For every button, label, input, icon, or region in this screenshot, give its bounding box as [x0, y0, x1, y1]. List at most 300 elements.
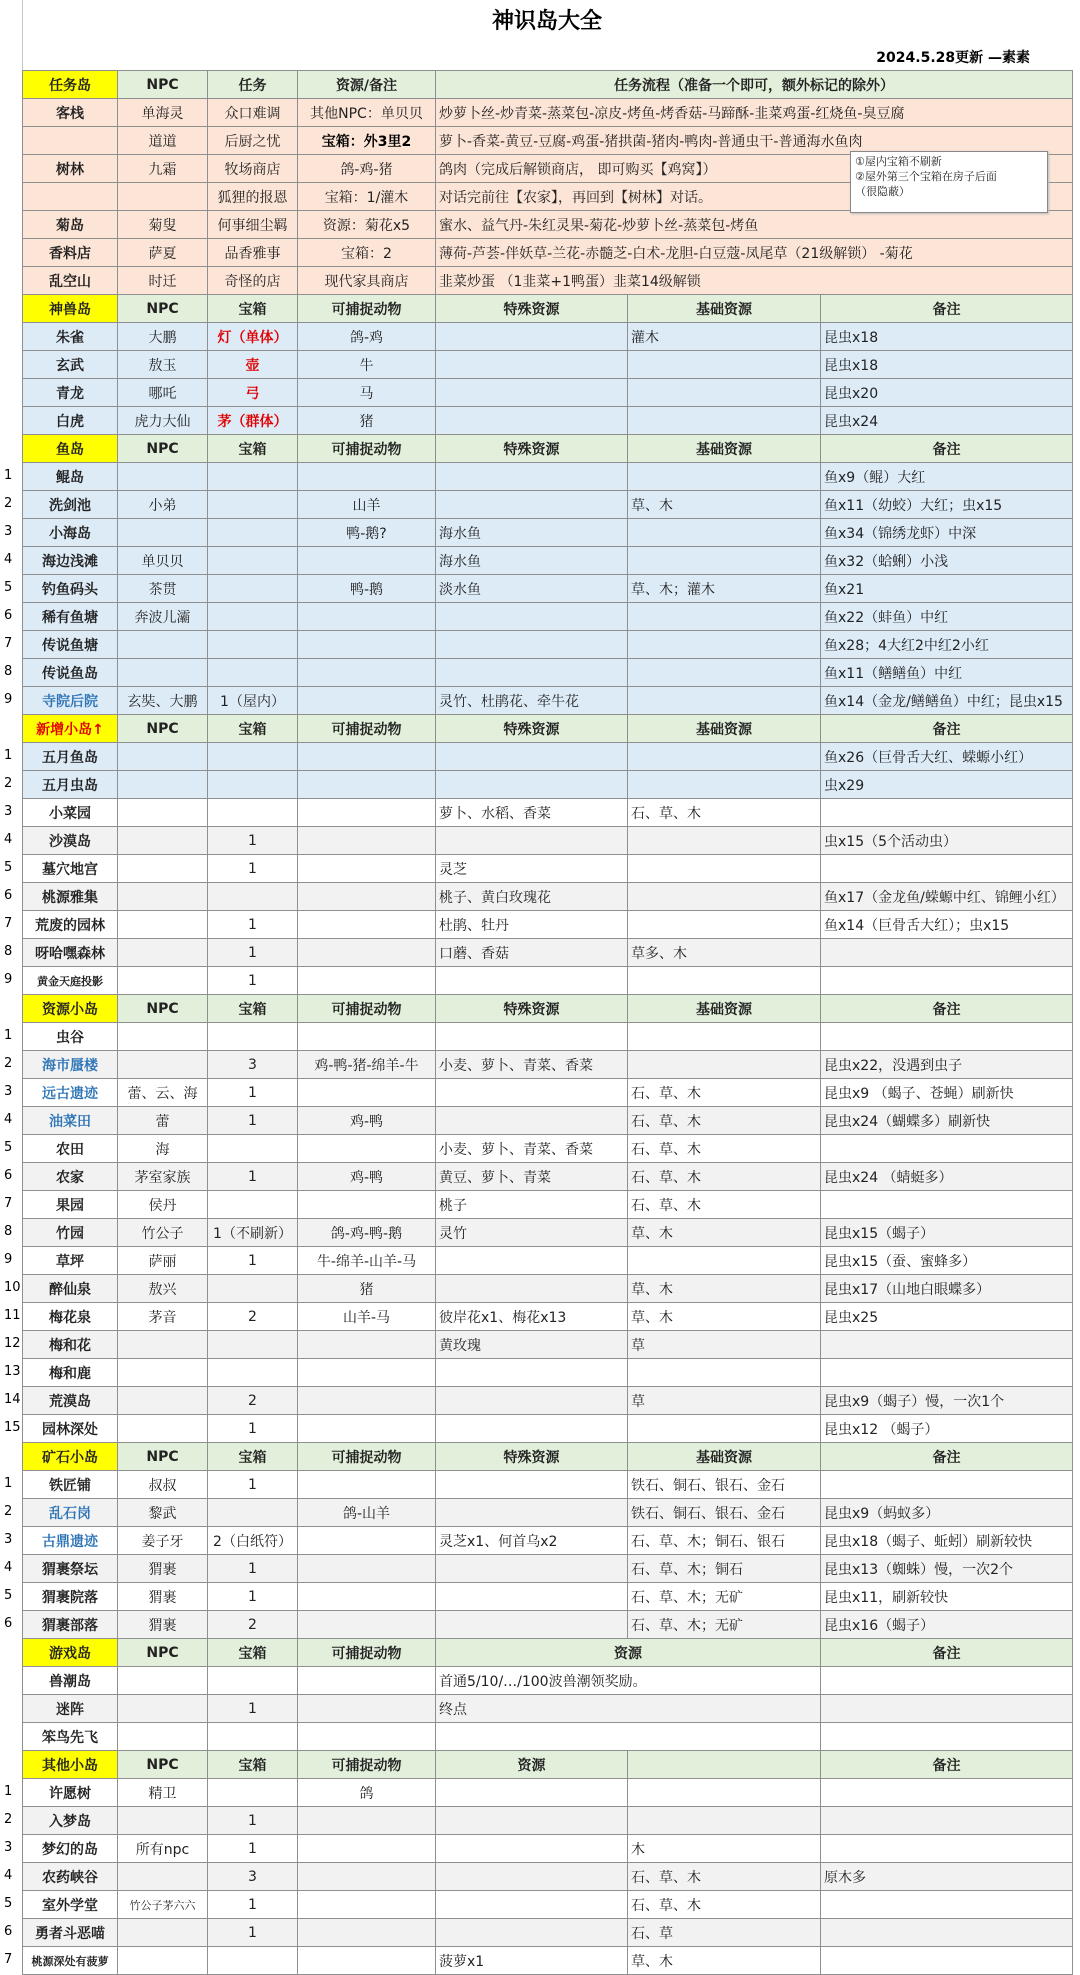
row-number: 6: [4, 1616, 13, 1631]
table-row: [23, 1415, 1073, 1443]
cell: [208, 771, 298, 799]
cell: 昆虫x9 （蝎子、苍蝇）刷新快: [821, 1079, 1073, 1107]
cell: [436, 1023, 628, 1051]
cell: 1: [208, 1807, 298, 1835]
cell: [628, 379, 821, 407]
cell: 鸽-鸡-鸭-鹅: [298, 1219, 436, 1247]
island-name: 草坪: [23, 1247, 118, 1275]
cell: [436, 827, 628, 855]
task-cell: 鸽-鸡-猪: [298, 155, 436, 183]
cell: 海水鱼: [436, 547, 628, 575]
column-header: 备注: [821, 715, 1073, 743]
cell: [628, 1779, 821, 1807]
cell: 石、草、木: [628, 1135, 821, 1163]
cell: 石、草、木: [628, 799, 821, 827]
cell: [118, 631, 208, 659]
cell: [628, 547, 821, 575]
cell: [298, 1835, 436, 1863]
cell: [436, 491, 628, 519]
cell: [436, 1275, 628, 1303]
cell: [298, 547, 436, 575]
cell: [118, 659, 208, 687]
task-cell: 蜜水、益气丹-朱红灵果-菊花-炒萝卜丝-蒸菜包-烤鱼: [436, 211, 1073, 239]
island-name: 醉仙泉: [23, 1275, 118, 1303]
cell: 1: [208, 1247, 298, 1275]
column-header: 任务流程（准备一个即可，额外标记的除外）: [436, 71, 1073, 99]
cell: [208, 1023, 298, 1051]
task-cell: 奇怪的店: [208, 267, 298, 295]
island-name: 洗剑池: [23, 491, 118, 519]
island-name: 五月虫岛: [23, 771, 118, 799]
cell: [436, 1863, 628, 1891]
island-name: 果园: [23, 1191, 118, 1219]
section-title: 任务岛: [23, 71, 118, 99]
cell: 昆虫x15（蚕、蜜蜂多）: [821, 1247, 1073, 1275]
section-title: 鱼岛: [23, 435, 118, 463]
cell: 1: [208, 1107, 298, 1135]
column-header: 宝箱: [208, 1443, 298, 1471]
cell: [628, 1051, 821, 1079]
cell: [821, 1695, 1073, 1723]
cell: [436, 1107, 628, 1135]
cell: [298, 827, 436, 855]
row-number: 11: [4, 1308, 21, 1323]
cell: 草多、木: [628, 939, 821, 967]
cell: [208, 519, 298, 547]
island-name: 桃源雅集: [23, 883, 118, 911]
column-header: 可捕捉动物: [298, 1751, 436, 1779]
island-name: 青龙: [23, 379, 118, 407]
cell: 桃子: [436, 1191, 628, 1219]
cell: [628, 743, 821, 771]
cell: [436, 1387, 628, 1415]
task-cell: 牧场商店: [208, 155, 298, 183]
row-number: 13: [4, 1364, 21, 1379]
cell: [298, 1331, 436, 1359]
island-name: 远古遗迹: [23, 1079, 118, 1107]
cell: [436, 463, 628, 491]
task-cell: 韭菜炒蛋 （1韭菜+1鸭蛋）韭菜14级解锁: [436, 267, 1073, 295]
section-header: [23, 71, 1073, 99]
cell: [118, 939, 208, 967]
cell: 猪: [298, 407, 436, 435]
cell: 奔波儿灞: [118, 603, 208, 631]
table-row: [23, 883, 1073, 911]
column-header: [628, 1751, 821, 1779]
table-row: [23, 659, 1073, 687]
cell: 牛: [298, 351, 436, 379]
cell: [436, 1891, 628, 1919]
cell: 小麦、萝卜、青菜、香菜: [436, 1051, 628, 1079]
cell: 茅室家族: [118, 1163, 208, 1191]
cell: 石、草、木: [628, 1163, 821, 1191]
cell: [628, 1247, 821, 1275]
cell: 鱼x14（金龙/鳝鳝鱼）中红；昆虫x15: [821, 687, 1073, 715]
cell: 灯（单体）: [208, 323, 298, 351]
table-row: [23, 491, 1073, 519]
cell: [821, 1667, 1073, 1695]
cell: 昆虫x24: [821, 407, 1073, 435]
cell: 灌木: [628, 323, 821, 351]
cell: [298, 1079, 436, 1107]
island-name: 海市蜃楼: [23, 1051, 118, 1079]
section-header: [23, 995, 1073, 1023]
cell: [298, 799, 436, 827]
column-header: 可捕捉动物: [298, 295, 436, 323]
cell: [436, 379, 628, 407]
table-row: [23, 799, 1073, 827]
cell: [628, 631, 821, 659]
column-header: NPC: [118, 295, 208, 323]
cell: 鱼x21: [821, 575, 1073, 603]
cell: 哪吒: [118, 379, 208, 407]
island-name: 农药峡谷: [23, 1863, 118, 1891]
cell: [436, 1359, 628, 1387]
cell: 山羊-马: [298, 1303, 436, 1331]
cell: [628, 687, 821, 715]
cell: 鸭-鹅: [298, 575, 436, 603]
cell: 昆虫x20: [821, 379, 1073, 407]
cell: [628, 827, 821, 855]
cell: [118, 1723, 208, 1751]
cell: 昆虫x13（蜘蛛）慢，一次2个: [821, 1555, 1073, 1583]
cell: 昆虫x16（蝎子）: [821, 1611, 1073, 1639]
table-row: [23, 463, 1073, 491]
cell: [436, 1835, 628, 1863]
island-name: 墓穴地宫: [23, 855, 118, 883]
cell: 石、草、木: [628, 1107, 821, 1135]
column-header: 可捕捉动物: [298, 1443, 436, 1471]
cell: 鱼x22（蚌鱼）中红: [821, 603, 1073, 631]
row-number: 7: [4, 1196, 13, 1211]
column-header: NPC: [118, 1751, 208, 1779]
task-cell: 资源：菊花x5: [298, 211, 436, 239]
cell: [208, 1331, 298, 1359]
task-cell: 狐狸的报恩: [208, 183, 298, 211]
island-table: [22, 70, 1073, 1975]
island-name: 农田: [23, 1135, 118, 1163]
cell: 竹公子茅六六: [118, 1891, 208, 1919]
row-number: 5: [4, 1588, 13, 1603]
cell: 鸡-鸭: [298, 1107, 436, 1135]
column-header: 可捕捉动物: [298, 995, 436, 1023]
column-header: 宝箱: [208, 1751, 298, 1779]
cell: 山羊: [298, 491, 436, 519]
island-name: 油菜田: [23, 1107, 118, 1135]
table-row: [23, 1023, 1073, 1051]
task-row: [23, 267, 1073, 295]
cell: [821, 1891, 1073, 1919]
table-row: [23, 1163, 1073, 1191]
row-number: 2: [4, 1812, 13, 1827]
cell: [298, 771, 436, 799]
column-header: 备注: [821, 435, 1073, 463]
row-number: 8: [4, 664, 13, 679]
row-number: 6: [4, 608, 13, 623]
task-cell: 萨夏: [118, 239, 208, 267]
row-number: 6: [4, 1924, 13, 1939]
note-line: ①屋内宝箱不刷新: [855, 155, 942, 168]
island-name: 猬裹祭坛: [23, 1555, 118, 1583]
cell: 茅音: [118, 1303, 208, 1331]
cell: [821, 1807, 1073, 1835]
column-header: 特殊资源: [436, 295, 628, 323]
cell: [821, 1331, 1073, 1359]
row-number: 9: [4, 1252, 13, 1267]
row-number: 4: [4, 1112, 13, 1127]
cell: [208, 631, 298, 659]
cell: 侯丹: [118, 1191, 208, 1219]
cell: [118, 463, 208, 491]
cell: 铁石、铜石、银石、金石: [628, 1471, 821, 1499]
cell: [298, 1583, 436, 1611]
cell: [208, 1779, 298, 1807]
cell: [628, 659, 821, 687]
cell: 精卫: [118, 1779, 208, 1807]
column-header: NPC: [118, 1443, 208, 1471]
cell: [436, 323, 628, 351]
row-number: 7: [4, 1952, 13, 1967]
cell: [208, 743, 298, 771]
cell: 1: [208, 1695, 298, 1723]
section-header: [23, 1443, 1073, 1471]
cell: 虫x15（5个活动虫）: [821, 827, 1073, 855]
row-number: 1: [4, 1784, 13, 1799]
cell: 彼岸花x1、梅花x13: [436, 1303, 628, 1331]
cell: 1: [208, 1471, 298, 1499]
section-header: [23, 1639, 1073, 1667]
cell: 石、草、木: [628, 1891, 821, 1919]
cell: 壶: [208, 351, 298, 379]
cell: 叔叔: [118, 1471, 208, 1499]
cell: 昆虫x24（蝴蝶多）刷新快: [821, 1107, 1073, 1135]
cell: 昆虫x22，没遇到虫子: [821, 1051, 1073, 1079]
cell: [298, 1023, 436, 1051]
island-name: 小菜园: [23, 799, 118, 827]
cell: 鱼x32（蛤蜊）小浅: [821, 547, 1073, 575]
island-name: 白虎: [23, 407, 118, 435]
cell: 海: [118, 1135, 208, 1163]
column-header: NPC: [118, 995, 208, 1023]
cell: 桃子、黄白玫瑰花: [436, 883, 628, 911]
cell: 昆虫x9（蚂蚁多）: [821, 1499, 1073, 1527]
cell: 菠萝x1: [436, 1947, 628, 1975]
cell: [118, 1807, 208, 1835]
table-row: [23, 1219, 1073, 1247]
section-header: [23, 295, 1073, 323]
row-number: 9: [4, 972, 13, 987]
cell: [298, 1527, 436, 1555]
cell: 1: [208, 1079, 298, 1107]
cell: [208, 1723, 298, 1751]
cell: [436, 1611, 628, 1639]
cell: [821, 855, 1073, 883]
cell: 鱼x17（金龙鱼/蝾螈中红、锦鲤小红）: [821, 883, 1073, 911]
cell: [208, 1947, 298, 1975]
cell: 昆虫x24 （蜻蜓多）: [821, 1163, 1073, 1191]
cell: 虫x29: [821, 771, 1073, 799]
cell: [298, 687, 436, 715]
cell: 小弟: [118, 491, 208, 519]
cell: 昆虫x9（蝎子）慢，一次1个: [821, 1387, 1073, 1415]
table-row: [23, 1695, 1073, 1723]
cell: [208, 1191, 298, 1219]
column-header: 宝箱: [208, 995, 298, 1023]
table-row: [23, 939, 1073, 967]
cell: [436, 351, 628, 379]
row-number: 1: [4, 1028, 13, 1043]
column-header: 宝箱: [208, 435, 298, 463]
cell: 姜子牙: [118, 1527, 208, 1555]
island-name: 传说鱼塘: [23, 631, 118, 659]
column-header: 备注: [821, 1639, 1073, 1667]
island-name: 园林深处: [23, 1415, 118, 1443]
cell: [208, 491, 298, 519]
task-cell: 单海灵: [118, 99, 208, 127]
cell: 石、草、木；无矿: [628, 1583, 821, 1611]
cell: [298, 1695, 436, 1723]
cell: [118, 1023, 208, 1051]
table-row: [23, 1667, 1073, 1695]
row-number: 1: [4, 468, 13, 483]
island-name: 稀有鱼塘: [23, 603, 118, 631]
island-name: 菊岛: [23, 211, 118, 239]
column-header: 宝箱: [208, 1639, 298, 1667]
cell: 1: [208, 967, 298, 995]
cell: [628, 855, 821, 883]
table-row: [23, 1303, 1073, 1331]
cell: [118, 771, 208, 799]
cell: [436, 407, 628, 435]
island-name: [23, 127, 118, 155]
cell: 牛-绵羊-山羊-马: [298, 1247, 436, 1275]
row-number: 2: [4, 776, 13, 791]
note-line: （很隐蔽）: [855, 185, 910, 198]
table-row: [23, 827, 1073, 855]
task-cell: 萝卜-香菜-黄豆-豆腐-鸡蛋-猪拱菌-猪肉-鸭肉-普通虫干-普通海水鱼肉: [436, 127, 1073, 155]
cell: 1: [208, 1555, 298, 1583]
cell: 大鹏: [118, 323, 208, 351]
task-cell: 其他NPC：单贝贝: [298, 99, 436, 127]
cell: 鸡-鸭: [298, 1163, 436, 1191]
cell: [118, 855, 208, 883]
cell: 鱼x14（巨骨舌大红）；虫x15: [821, 911, 1073, 939]
section-title: 游戏岛: [23, 1639, 118, 1667]
column-header: 特殊资源: [436, 715, 628, 743]
cell: 草、木: [628, 1947, 821, 1975]
cell: 1: [208, 1163, 298, 1191]
column-header: 特殊资源: [436, 435, 628, 463]
cell: [821, 1947, 1073, 1975]
cell: 昆虫x18: [821, 323, 1073, 351]
cell: [821, 1359, 1073, 1387]
task-cell: 众口难调: [208, 99, 298, 127]
row-number: 5: [4, 1896, 13, 1911]
row-number: 5: [4, 860, 13, 875]
cell: [436, 631, 628, 659]
cell: 玄奘、大鹏: [118, 687, 208, 715]
island-name: 梅和花: [23, 1331, 118, 1359]
column-header: 可捕捉动物: [298, 435, 436, 463]
cell: 3: [208, 1863, 298, 1891]
cell: 猬裹: [118, 1555, 208, 1583]
table-row: [23, 1807, 1073, 1835]
cell: 石、草、木: [628, 1191, 821, 1219]
cell: [298, 743, 436, 771]
table-row: [23, 603, 1073, 631]
task-cell: 时迁: [118, 267, 208, 295]
column-header: NPC: [118, 435, 208, 463]
cell: 1: [208, 1891, 298, 1919]
table-row: [23, 911, 1073, 939]
cell: [118, 1387, 208, 1415]
task-cell: 何事细尘羁: [208, 211, 298, 239]
cell: 1: [208, 827, 298, 855]
cell: 草、木: [628, 1219, 821, 1247]
row-number: 2: [4, 1504, 13, 1519]
task-cell: 后厨之忧: [208, 127, 298, 155]
cell: [436, 1471, 628, 1499]
cell: 石、草: [628, 1919, 821, 1947]
cell: [821, 1919, 1073, 1947]
cell: [436, 1555, 628, 1583]
cell: 1: [208, 1919, 298, 1947]
cell: [118, 883, 208, 911]
row-number: 12: [4, 1336, 21, 1351]
cell: [208, 463, 298, 491]
task-cell: 薄荷-芦荟-伴妖草-兰花-赤髓芝-白术-龙胆-白豆蔻-凤尾草（21级解锁） -菊花: [436, 239, 1073, 267]
table-row: [23, 1583, 1073, 1611]
cell: 鸽-鸡: [298, 323, 436, 351]
cell: 灵竹: [436, 1219, 628, 1247]
cell: 灵芝: [436, 855, 628, 883]
island-name: 客栈: [23, 99, 118, 127]
cell: [118, 743, 208, 771]
cell: 萝卜、水稻、香菜: [436, 799, 628, 827]
row-number: 3: [4, 1840, 13, 1855]
cell: 灵芝x1、何首乌x2: [436, 1527, 628, 1555]
cell: [628, 351, 821, 379]
cell: [298, 1359, 436, 1387]
island-name: 兽潮岛: [23, 1667, 118, 1695]
column-header: 备注: [821, 295, 1073, 323]
column-header: 资源: [436, 1639, 821, 1667]
cell: [628, 967, 821, 995]
cell: [298, 1667, 436, 1695]
column-header: 基础资源: [628, 435, 821, 463]
cell: 所有npc: [118, 1835, 208, 1863]
cell: [208, 799, 298, 827]
island-name: 荒废的园林: [23, 911, 118, 939]
cell: 2: [208, 1303, 298, 1331]
row-number: 14: [4, 1392, 21, 1407]
island-name: 香料店: [23, 239, 118, 267]
cell: [628, 911, 821, 939]
task-cell: 九霜: [118, 155, 208, 183]
cell: 竹公子: [118, 1219, 208, 1247]
cell: 草: [628, 1331, 821, 1359]
cell: [118, 827, 208, 855]
cell: 萨丽: [118, 1247, 208, 1275]
cell: 黄玫瑰: [436, 1331, 628, 1359]
table-row: [23, 1275, 1073, 1303]
cell: 灵竹、杜鹃花、牵牛花: [436, 687, 628, 715]
island-name: 海边浅滩: [23, 547, 118, 575]
row-number: 8: [4, 1224, 13, 1239]
cell: [821, 1023, 1073, 1051]
cell: [118, 967, 208, 995]
cell: 3: [208, 1051, 298, 1079]
